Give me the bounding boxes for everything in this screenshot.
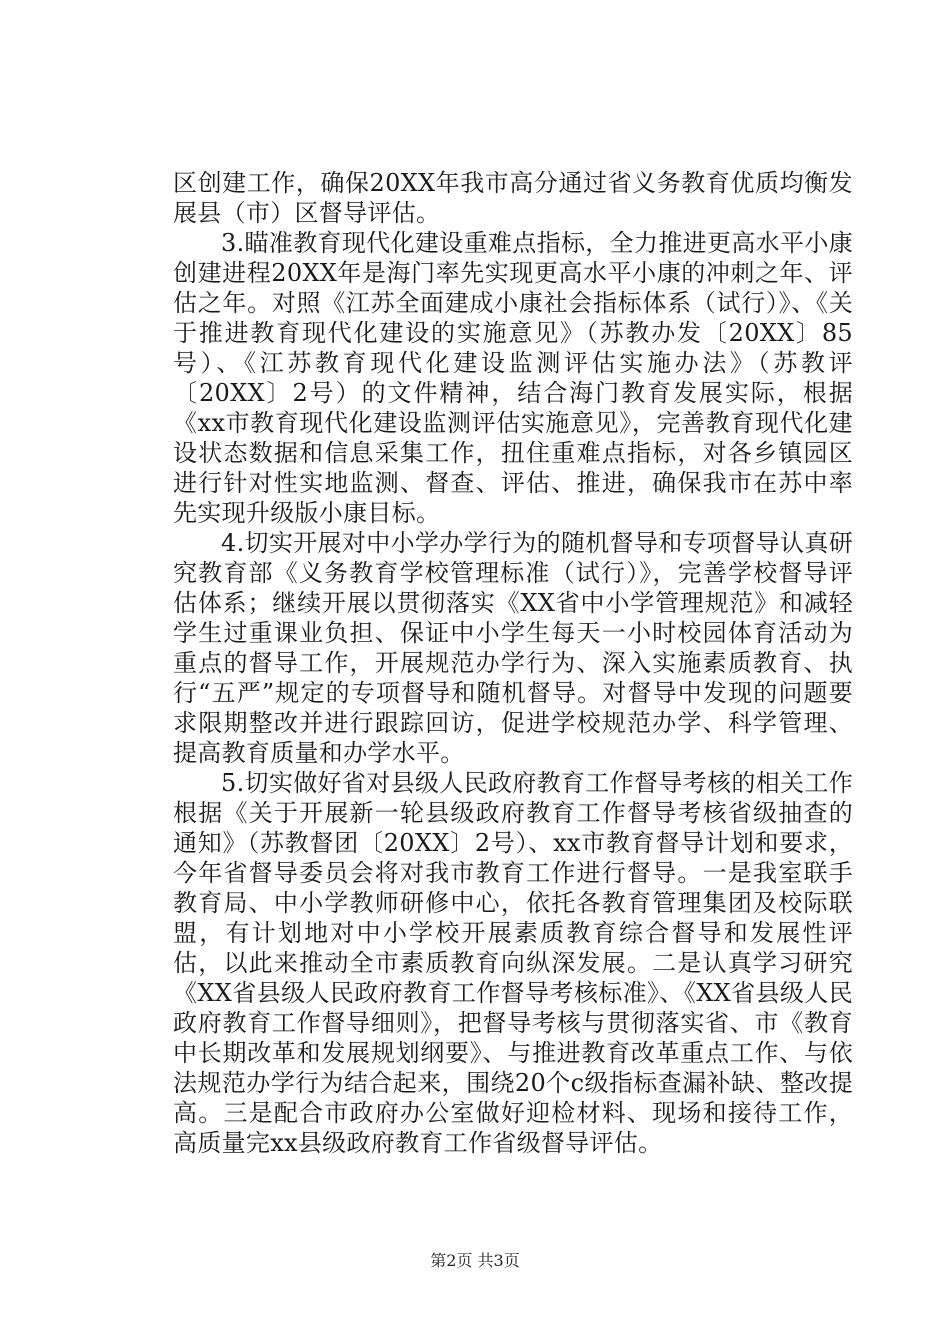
paragraph-continuation: 区创建工作，确保20XX年我市高分通过省义务教育优质均衡发展县（市）区督导评估。 — [173, 169, 853, 227]
document-body — [173, 168, 853, 1158]
page-footer: 第2页 共3页 — [430, 1251, 520, 1270]
paragraph-item-5: 5.切实做好省对县级人民政府教育工作督导考核的相关工作根据《关于开展新一轮县级政府教育工作督导考核省级抽查的通知》（苏教督团〔20XX〕2号）、xx市教育督导计划和要求，今年省督导委员会将对我市教育工作进行督导。一是我室联手教育局、中小学教师研修中心，依托各教育管理集团及校际联盟，有计划地对中小学校开展素质教育综合督导和发展性评估，以此来推动全市素质教育向纵深发展。二是认真学习研究《XX省县级人民政府教育工作督导考核标准》、《XX省县级人民政府教育工作督导细则》，把督导考核与贯彻落实省、市《教育中长期改革和发展规划纲要》、与推进教育改革重点工作、与依法规范办学行为结合起来，围绕20个c级指标查漏补缺、整改提高。三是配合市政府办公室做好迎检材料、现场和接待工作，高质量完xx县级政府教育工作省级督导评估。 — [173, 769, 853, 1157]
paragraph-item-4: 4.切实开展对中小学办学行为的随机督导和专项督导认真研究教育部《义务教育学校管理标准（试行）》，完善学校督导评估体系；继续开展以贯彻落实《XX省中小学管理规范》和减轻学生过重课业负担、保证中小学生每天一小时校园体育活动为重点的督导工作，开展规范办学行为、深入实施素质教育、执行“五严”规定的专项督导和随机督导。对督导中发现的问题要求限期整改并进行跟踪回访，促进学校规范办学、科学管理、提高教育质量和办学水平。 — [173, 529, 853, 767]
paragraph-item-3: 3.瞄准教育现代化建设重难点指标，全力推进更高水平小康创建进程20XX年是海门率先实现更高水平小康的冲刺之年、评估之年。对照《江苏全面建成小康社会指标体系（试行）》、《关于推进教育现代化建设的实施意见》（苏教办发〔20XX〕85号）、《江苏教育现代化建设监测评估实施办法》（苏教评〔20XX〕2号）的文件精神，结合海门教育发展实际，根据《xx市教育现代化建设监测评估实施意见》，完善教育现代化建设状态数据和信息采集工作，扭住重难点指标，对各乡镇园区进行针对性实地监测、督查、评估、推进，确保我市在苏中率先实现升级版小康目标。 — [173, 229, 853, 527]
